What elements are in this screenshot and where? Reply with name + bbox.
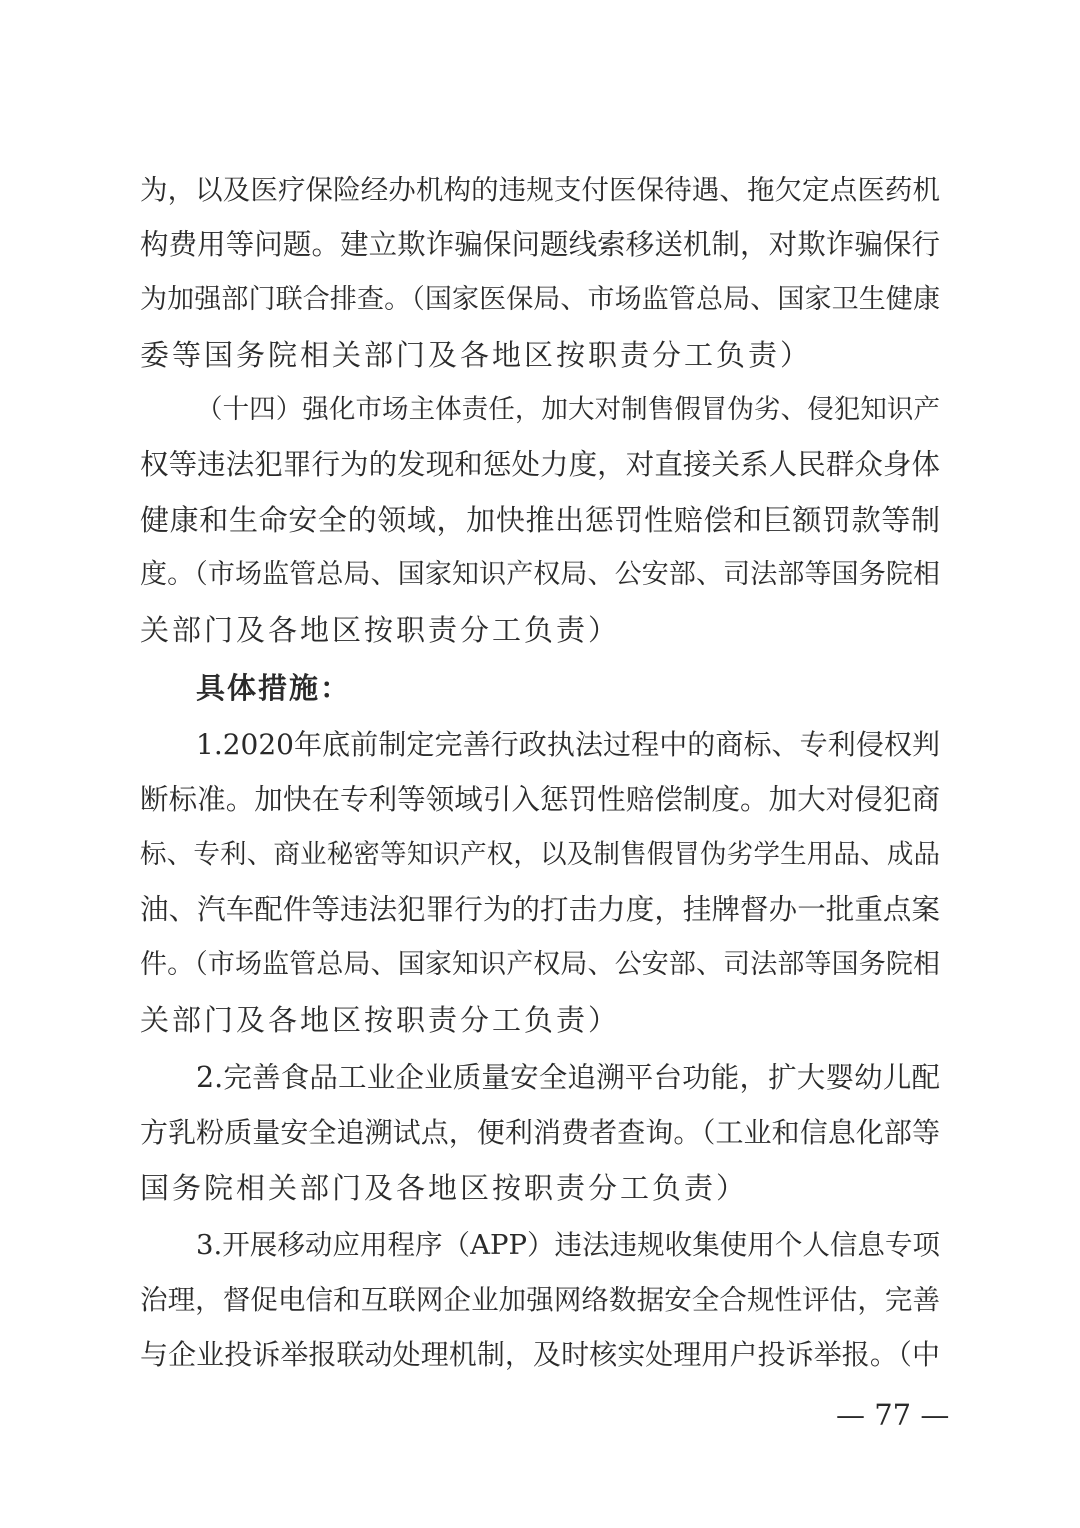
text-line: 国务院相关部门及各地区按职责分工负责） [140, 1171, 749, 1205]
page-number: — 77 — [836, 1398, 950, 1432]
text-line: 1.2020年底前制定完善行政执法过程中的商标、专利侵权判 [196, 728, 940, 761]
text-line: 关部门及各地区按职责分工负责） [140, 613, 621, 647]
section-heading: 具体措施： [196, 671, 352, 705]
text-line: 标、专利、商业秘密等知识产权，以及制售假冒伪劣学生用品、成品 [140, 839, 940, 870]
text-line: 委等国务院相关部门及各地区按职责分工负责） [140, 338, 813, 372]
text-line: 为，以及医疗保险经办机构的违规支付医保待遇、拖欠定点医药机 [140, 174, 940, 206]
text-line: 为加强部门联合排查。（国家医保局、市场监管总局、国家卫生健康 [140, 284, 940, 315]
text-line: 2.完善食品工业企业质量安全追溯平台功能，扩大婴幼儿配 [196, 1061, 940, 1094]
text-line: （十四）强化市场主体责任，加大对制售假冒伪劣、侵犯知识产 [196, 394, 940, 425]
text-line: 权等违法犯罪行为的发现和惩处力度，对直接关系人民群众身体 [140, 448, 940, 481]
text-line: 3.开展移动应用程序（APP）违法违规收集使用个人信息专项 [196, 1229, 940, 1261]
text-line: 油、汽车配件等违法犯罪行为的打击力度，挂牌督办一批重点案 [140, 893, 940, 926]
text-line: 健康和生命安全的领域，加快推出惩罚性赔偿和巨额罚款等制 [140, 503, 940, 537]
text-line: 与企业投诉举报联动处理机制，及时核实处理用户投诉举报。（中 [140, 1338, 940, 1371]
text-line: 治理，督促电信和互联网企业加强网络数据安全合规性评估，完善 [140, 1284, 940, 1316]
text-line: 方乳粉质量安全追溯试点，便利消费者查询。（工业和信息化部等 [140, 1116, 940, 1149]
text-line: 度。（市场监管总局、国家知识产权局、公安部、司法部等国务院相 [140, 559, 940, 590]
text-line: 构费用等问题。建立欺诈骗保问题线索移送机制，对欺诈骗保行 [140, 228, 940, 261]
text-line: 件。（市场监管总局、国家知识产权局、公安部、司法部等国务院相 [140, 949, 940, 980]
text-line: 断标准。加快在专利等领域引入惩罚性赔偿制度。加大对侵犯商 [140, 783, 940, 816]
text-line: 关部门及各地区按职责分工负责） [140, 1003, 621, 1037]
